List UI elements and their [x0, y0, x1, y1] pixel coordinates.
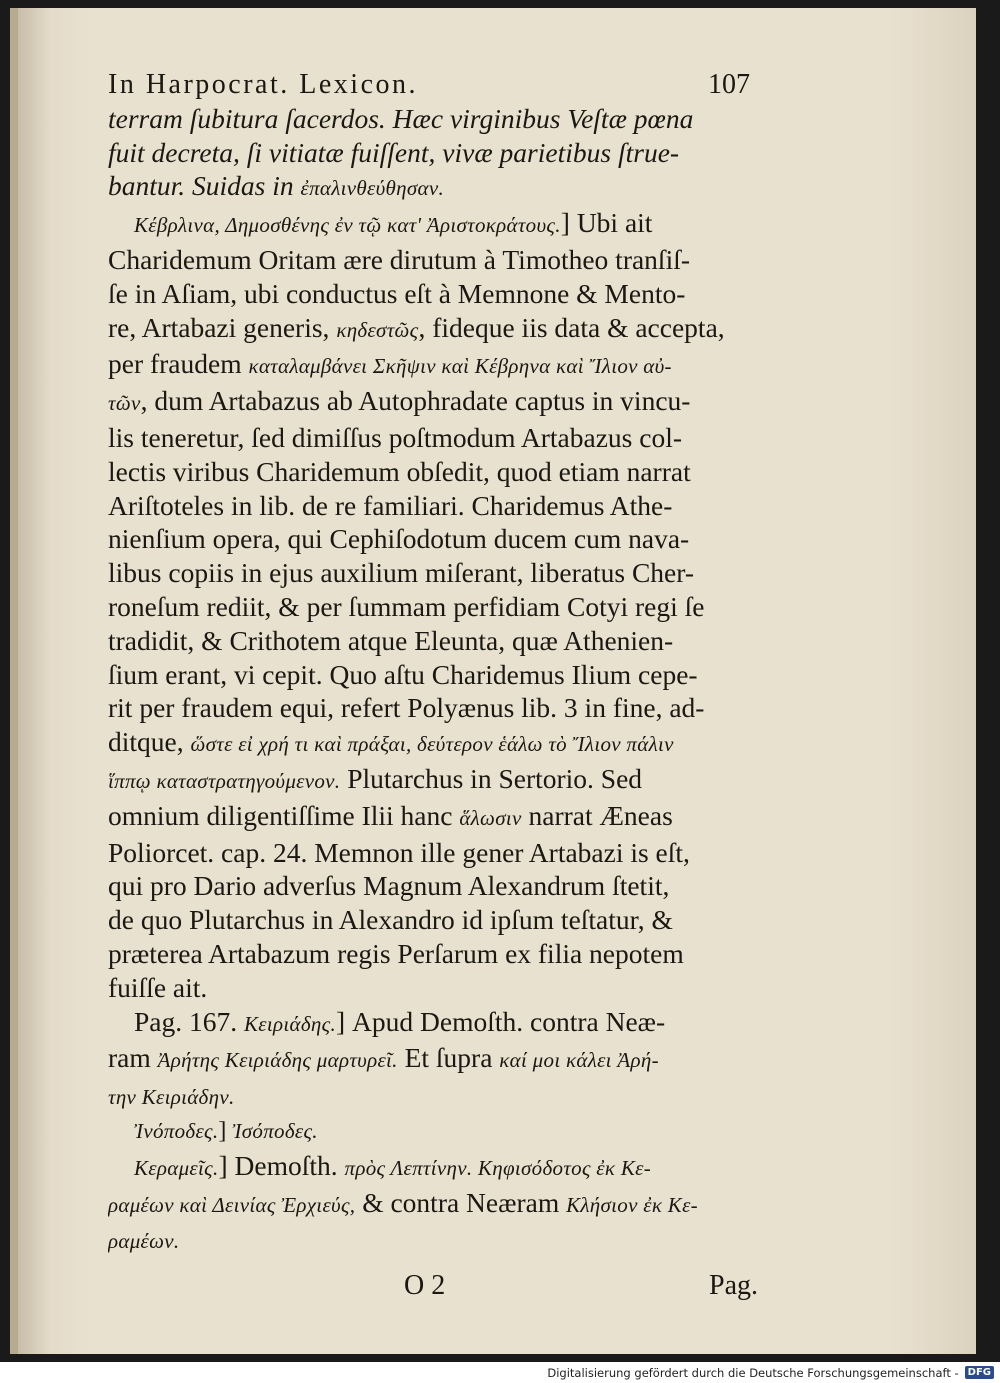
greek-text: ἅλωσιν	[459, 805, 522, 830]
text-line	[108, 937, 758, 971]
latin-text: nienſium opera, qui Cephiſodotum ducem cum nava-	[108, 523, 690, 555]
text-line	[108, 243, 758, 277]
greek-lemma: Ἰνόποδες.	[134, 1118, 219, 1143]
latin-text: præterea Artabazum regis Perſarum ex filia nepotem	[108, 937, 684, 969]
latin-italic: fuit decreta, ſi vitiatæ fuiſſent, vivæ parietibus ſtrue-	[108, 136, 680, 168]
text-line	[108, 384, 758, 421]
latin-text: narrat Æneas	[521, 799, 673, 831]
text-line	[108, 311, 758, 348]
text-line	[108, 903, 758, 937]
greek-text: πρὸς Λεπτίνην. Κηφισόδοτος ἐκ Κε-	[344, 1155, 651, 1180]
latin-text: ] Ubi ait	[560, 207, 653, 239]
signature-mark: O 2	[404, 1270, 446, 1302]
latin-text: Plutarchus in Sertorio. Sed	[340, 762, 643, 794]
text-line	[108, 1078, 758, 1115]
text-line	[108, 869, 758, 903]
text-line	[108, 1222, 758, 1259]
funding-notice: Digitalisierung gefördert durch die Deutsche Forschungsgemeinschaft -	[547, 1365, 959, 1380]
greek-text: Ἀρήτης Κειριάδης μαρτυρεῖ.	[157, 1048, 398, 1073]
text-line	[108, 136, 758, 170]
latin-text: re, Artabazi generis,	[108, 311, 337, 343]
latin-text: Et ſupra	[397, 1042, 500, 1074]
text-line	[108, 658, 758, 692]
latin-text: qui pro Dario adverſus Magnum Alexandrum ſtetit,	[108, 870, 670, 902]
latin-text: ]	[218, 1117, 233, 1144]
text-line	[108, 206, 758, 243]
latin-text: Ariſtoteles in lib. de re familiari. Charidemus Athe-	[108, 489, 673, 521]
greek-text: τῶν	[108, 391, 141, 416]
text-line	[108, 522, 758, 556]
text-line	[108, 971, 758, 1005]
greek-text: καταλαμβάνει Σκῆψιν καὶ Κέβρηνα καὶ Ἴλιον αὐ-	[248, 354, 672, 379]
latin-text: tradidit, & Crithotem atque Eleunta, quæ Athenien-	[108, 624, 674, 656]
page-number: 107	[708, 69, 750, 100]
text-line	[108, 556, 758, 590]
latin-text: & contra Neæram	[355, 1186, 567, 1218]
greek-text: ραμέων καὶ Δεινίας Ἐρχιεύς,	[108, 1192, 356, 1217]
latin-text: lis teneretur, ſed dimiſſus poſtmodum Artabazus col-	[108, 421, 682, 453]
latin-italic: bantur. Suidas in	[108, 170, 301, 202]
text-line	[108, 102, 758, 136]
text-line	[108, 691, 758, 725]
greek-text: ἵππῳ καταστρατηγούμενον.	[108, 768, 341, 793]
text-line	[108, 455, 758, 489]
greek-lemma: Κέβρλινα, Δημοσθένης ἐν τῷ κατ' Ἀριστοκράτους.	[134, 213, 561, 238]
greek-text: Ἰσόποδες.	[232, 1118, 318, 1143]
page-spine-edge	[10, 8, 18, 1354]
text-line	[108, 1115, 758, 1149]
greek-text: ραμέων.	[108, 1229, 180, 1254]
page-text-block	[108, 68, 758, 1303]
text-line	[108, 169, 758, 206]
greek-lemma: Κεραμεῖς.	[134, 1155, 219, 1180]
greek-text: ὥστε εἰ χρή τι καὶ πράξαι, δεύτερον ἑάλω τὸ Ἴλιον πάλιν	[190, 732, 674, 757]
text-line	[108, 1041, 758, 1078]
text-line	[108, 1149, 758, 1186]
greek-text: την Κειριάδην.	[108, 1085, 235, 1110]
running-title: In Harpocrat. Lexicon.	[108, 69, 418, 100]
text-line	[108, 489, 758, 523]
latin-text: per fraudem	[108, 348, 249, 380]
latin-text: libus copiis in ejus auxilium miſerant, liberatus Cher-	[108, 557, 695, 589]
latin-text: ſium erant, vi cepit. Quo aſtu Charidemus Ilium cepe-	[108, 658, 698, 690]
latin-text: lectis viribus Charidemum obſedit, quod etiam narrat	[108, 455, 691, 487]
latin-text: ſe in Aſiam, ubi conductus eſt à Memnone & Mento-	[108, 277, 686, 309]
greek-text: ἐπαλινθεύθησαν.	[300, 176, 445, 201]
latin-text: ram	[108, 1042, 158, 1074]
dfg-logo: DFG	[965, 1366, 994, 1379]
latin-text: roneſum rediit, & per ſummam perfidiam Cotyi regi ſe	[108, 590, 705, 622]
greek-lemma: Κειριάδης.	[244, 1011, 337, 1036]
greek-text: Κλήσιον ἐκ Κε-	[566, 1192, 698, 1217]
running-header	[108, 68, 758, 102]
text-line	[108, 347, 758, 384]
latin-text: , dum Artabazus ab Autophradate captus in vincu-	[140, 385, 691, 417]
page-footer	[108, 1269, 758, 1303]
text-line	[108, 799, 758, 836]
text-line	[108, 590, 758, 624]
latin-text: , fideque iis data & accepta,	[418, 311, 725, 343]
text-line	[108, 277, 758, 311]
funding-bar	[0, 1362, 1000, 1383]
text-line	[108, 725, 758, 762]
text-line	[108, 836, 758, 870]
greek-text: κηδεστῶς	[336, 317, 419, 342]
latin-text: omnium diligentiſſime Ilii hanc	[108, 799, 460, 831]
latin-text: ditque,	[108, 726, 191, 758]
latin-text: de quo Plutarchus in Alexandro id ipſum teſtatur, &	[108, 904, 673, 936]
text-line	[108, 762, 758, 799]
latin-text: ] Apud Demoſth. contra Neæ-	[336, 1005, 666, 1037]
text-line	[108, 624, 758, 658]
text-line	[108, 1186, 758, 1223]
latin-text: Poliorcet. cap. 24. Memnon ille gener Artabazi is eſt,	[108, 836, 690, 868]
latin-text: ] Demoſth.	[218, 1149, 345, 1181]
text-line	[108, 1005, 758, 1042]
latin-text: Charidemum Oritam ære dirutum à Timotheo tranſiſ-	[108, 243, 691, 275]
latin-text: Pag. 167.	[134, 1005, 244, 1037]
latin-italic: terram ſubitura ſacerdos. Hæc virginibus Veſtæ pœna	[108, 102, 694, 134]
catchword: Pag.	[709, 1270, 758, 1302]
text-line	[108, 421, 758, 455]
latin-text: fuiſſe ait.	[108, 971, 208, 1003]
latin-text: rit per fraudem equi, refert Polyænus lib. 3 in fine, ad-	[108, 692, 705, 724]
greek-text: καί μοι κάλει Ἀρή-	[499, 1048, 659, 1073]
